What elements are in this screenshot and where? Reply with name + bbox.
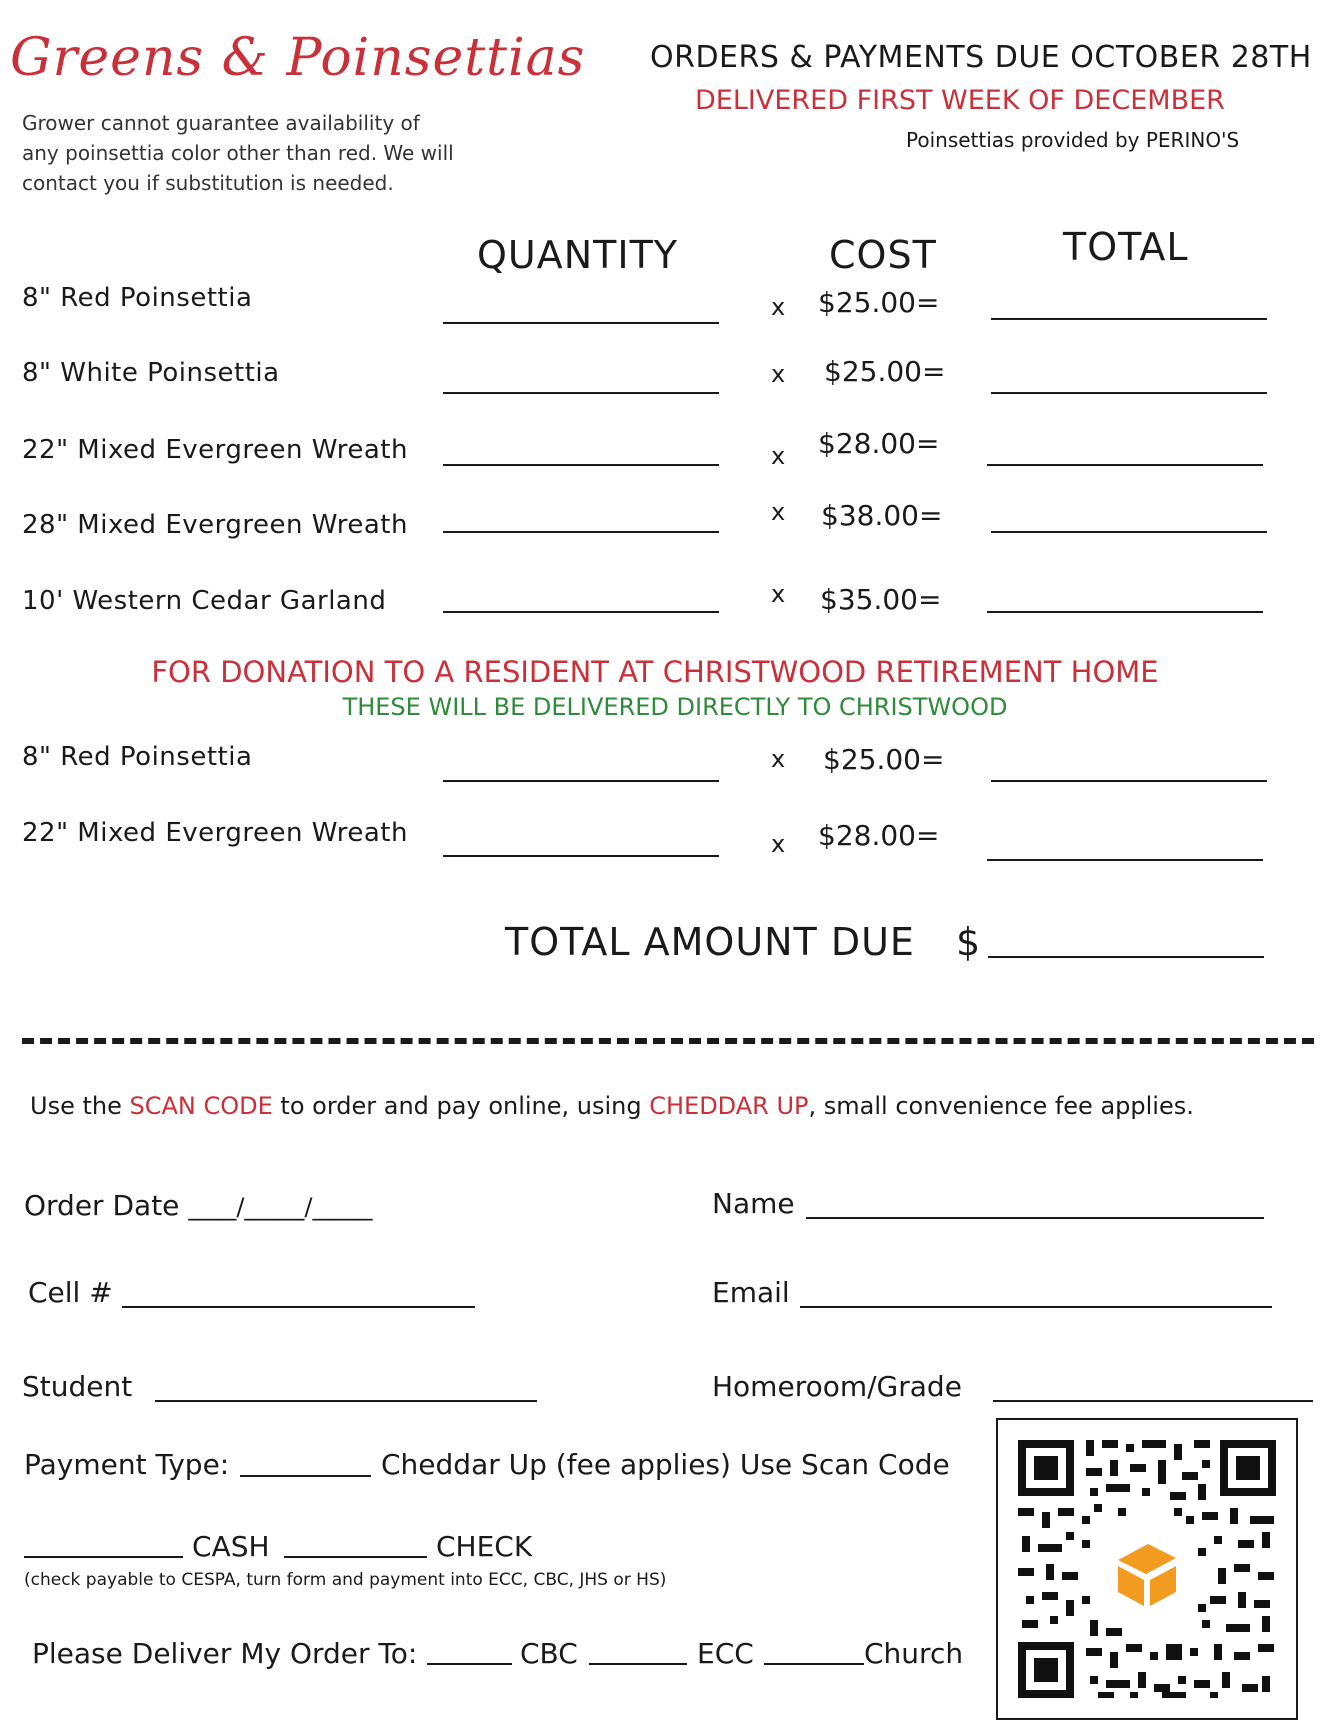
item-name: 28" Mixed Evergreen Wreath — [22, 510, 408, 540]
quantity-column-header: QUANTITY — [477, 233, 678, 277]
student-field[interactable] — [155, 1400, 537, 1402]
homeroom-label: Homeroom/Grade — [712, 1370, 962, 1403]
qr-code-box[interactable] — [996, 1418, 1298, 1720]
cheddar-up-option: Cheddar Up (fee applies) Use Scan Code — [381, 1448, 950, 1481]
online-text: Use the — [30, 1092, 130, 1120]
item-name: 8" White Poinsettia — [22, 358, 280, 388]
item-price: $35.00= — [820, 583, 942, 616]
ecc-label: ECC — [697, 1637, 754, 1670]
name-field[interactable] — [806, 1217, 1264, 1219]
order-date-text: Order Date — [24, 1189, 180, 1222]
total-field[interactable] — [991, 531, 1267, 533]
online-order-info — [30, 1092, 1194, 1120]
quantity-field[interactable] — [443, 531, 719, 533]
times-sign: x — [771, 745, 786, 773]
total-field[interactable] — [991, 392, 1267, 394]
email-label: Email — [712, 1276, 790, 1309]
deliver-to-label: Please Deliver My Order To: — [32, 1637, 418, 1670]
online-text: , small convenience fee applies. — [808, 1092, 1194, 1120]
order-date-label — [24, 1189, 372, 1222]
total-amount-due-label — [505, 920, 981, 964]
total-amount-field[interactable] — [988, 956, 1264, 958]
total-field[interactable] — [991, 780, 1267, 782]
total-field[interactable] — [987, 464, 1263, 466]
times-sign: x — [771, 360, 786, 388]
deliver-ecc-field[interactable] — [589, 1663, 687, 1665]
page-title: Greens & Poinsettias — [10, 28, 586, 88]
quantity-field[interactable] — [443, 611, 719, 613]
item-name: 22" Mixed Evergreen Wreath — [22, 435, 408, 465]
due-date-heading: ORDERS & PAYMENTS DUE OCTOBER 28TH — [650, 40, 1312, 75]
total-label: TOTAL AMOUNT DUE — [505, 920, 915, 964]
cash-field[interactable] — [24, 1556, 183, 1558]
delivery-heading: DELIVERED FIRST WEEK OF DECEMBER — [695, 85, 1225, 116]
item-price: $28.00= — [818, 427, 940, 460]
times-sign: x — [771, 442, 786, 470]
cbc-label: CBC — [520, 1637, 578, 1670]
order-date-field[interactable]: ____/_____/_____ — [188, 1193, 373, 1221]
check-payable-note: (check payable to CESPA, turn form and payment into ECC, CBC, JHS or HS) — [24, 1570, 667, 1590]
times-sign: x — [771, 580, 786, 608]
donation-heading: FOR DONATION TO A RESIDENT AT CHRISTWOOD RETIREMENT HOME — [151, 655, 1159, 689]
email-field[interactable] — [800, 1306, 1272, 1308]
availability-note: Grower cannot guarantee availability of any poinsettia color other than red. We will contact you if substitution is needed. — [22, 111, 454, 195]
online-text: to order and pay online, using — [272, 1092, 650, 1120]
quantity-field[interactable] — [443, 392, 719, 394]
quantity-field[interactable] — [443, 780, 719, 782]
church-label: Church — [864, 1637, 964, 1670]
total-column-header: TOTAL — [1063, 225, 1189, 269]
total-field[interactable] — [987, 611, 1263, 613]
provider-note: Poinsettias provided by PERINO'S — [906, 128, 1240, 152]
currency-sign: $ — [956, 920, 982, 964]
total-field[interactable] — [987, 859, 1263, 861]
payment-cheddar-field[interactable] — [240, 1475, 371, 1477]
item-price: $25.00= — [823, 743, 945, 776]
item-price: $25.00= — [818, 286, 940, 319]
times-sign: x — [771, 830, 786, 858]
item-name: 8" Red Poinsettia — [22, 283, 253, 313]
item-name: 10' Western Cedar Garland — [22, 586, 387, 616]
donation-subheading: THESE WILL BE DELIVERED DIRECTLY TO CHRISTWOOD — [342, 693, 1008, 721]
homeroom-field[interactable] — [993, 1400, 1313, 1402]
scan-code-text: SCAN CODE — [129, 1092, 273, 1120]
cost-column-header: COST — [829, 233, 937, 277]
cell-field[interactable] — [122, 1306, 475, 1308]
quantity-field[interactable] — [443, 464, 719, 466]
cell-label: Cell # — [28, 1276, 113, 1309]
cut-line — [22, 1038, 1314, 1044]
quantity-field[interactable] — [443, 855, 719, 857]
quantity-field[interactable] — [443, 322, 719, 324]
cash-label: CASH — [192, 1530, 270, 1563]
times-sign: x — [771, 498, 786, 526]
payment-type-label: Payment Type: — [24, 1448, 230, 1481]
deliver-church-field[interactable] — [764, 1663, 864, 1665]
name-label: Name — [712, 1187, 795, 1220]
qr-code-icon — [998, 1420, 1296, 1718]
item-name: 8" Red Poinsettia — [22, 742, 253, 772]
item-price: $25.00= — [824, 355, 946, 388]
total-field[interactable] — [991, 318, 1267, 320]
student-label: Student — [22, 1370, 133, 1403]
cheddar-up-text: CHEDDAR UP — [649, 1092, 809, 1120]
deliver-cbc-field[interactable] — [427, 1663, 512, 1665]
check-field[interactable] — [284, 1556, 427, 1558]
times-sign: x — [771, 293, 786, 321]
item-name: 22" Mixed Evergreen Wreath — [22, 818, 408, 848]
item-price: $38.00= — [821, 499, 943, 532]
check-label: CHECK — [436, 1530, 533, 1563]
item-price: $28.00= — [818, 819, 940, 852]
